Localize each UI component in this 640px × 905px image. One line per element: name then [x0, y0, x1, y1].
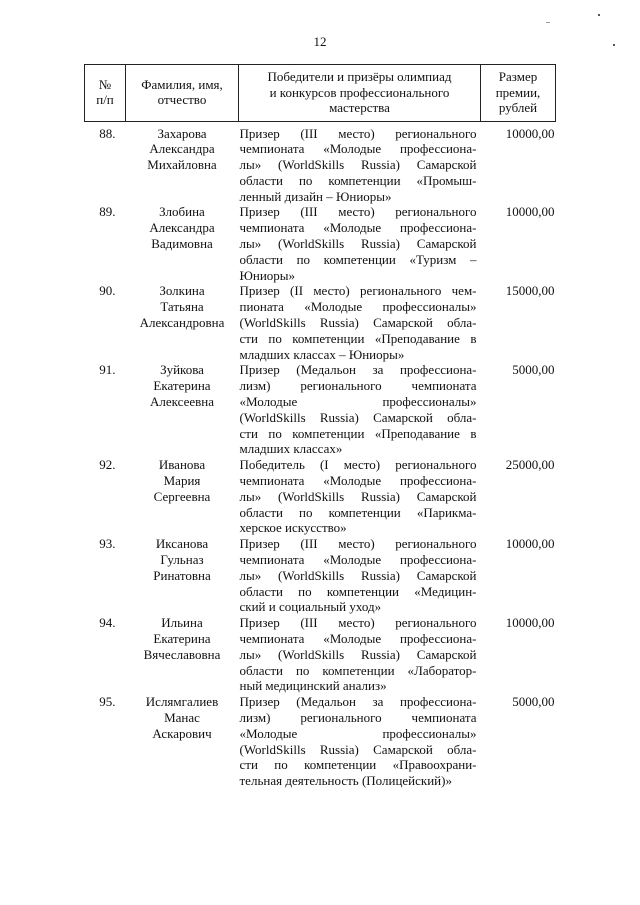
table-row — [85, 694, 556, 789]
row-number: 92. — [99, 457, 116, 473]
name-line: Алексеевна — [150, 394, 214, 410]
description-line: области по компетенции «Лаборатор- — [239, 662, 477, 678]
description-line: лы» (WorldSkills Russia) Самарской — [239, 488, 477, 504]
description-line: лы» (WorldSkills Russia) Самарской — [239, 646, 477, 662]
table-row — [85, 204, 556, 283]
description-line: лизм) регионального чемпионата — [239, 709, 477, 725]
achievement-description — [239, 457, 481, 536]
description-line: Победитель (I место) регионального — [239, 457, 477, 473]
header-achievement — [239, 65, 481, 122]
achievement-description — [239, 204, 481, 283]
page-number: 12 — [313, 34, 327, 49]
achievement-description — [239, 121, 481, 204]
name-line: Захарова — [157, 125, 207, 141]
prize-amount: 5000,00 — [512, 362, 555, 378]
description-line: области по компетенции «Парикма- — [239, 504, 477, 520]
name-line: Иксанова — [155, 536, 209, 552]
header-line: п/п — [96, 92, 114, 108]
description-line: Призер (II место) регионального чем- — [239, 283, 477, 299]
name-line: Гульназ — [160, 552, 204, 568]
name-line: Ильина — [161, 615, 203, 631]
description-line: лы» (WorldSkills Russia) Самарской — [239, 157, 477, 173]
name-line: Михайловна — [147, 157, 217, 173]
description-line: сти по компетенции «Преподавание в — [239, 330, 477, 346]
row-number: 94. — [99, 615, 116, 631]
description-line: сти по компетенции «Правоохрани- — [239, 757, 477, 773]
description-line: чемпионата «Молодые профессиона- — [239, 552, 477, 568]
description-line: Юниоры» — [239, 267, 296, 283]
name-line: Манас — [164, 709, 200, 725]
table-row — [85, 121, 556, 204]
description-line: тельная деятельность (Полицейский)» — [239, 773, 452, 789]
prize-amount: 10000,00 — [505, 536, 555, 552]
row-number: 91. — [99, 362, 116, 378]
row-number: 88. — [99, 125, 116, 141]
header-line: № — [98, 76, 112, 92]
header-line: рублей — [498, 100, 538, 115]
description-line: области по компетенции «Промыш- — [239, 172, 477, 188]
achievement-description — [239, 615, 481, 694]
description-line: области по компетенции «Медицин- — [239, 583, 477, 599]
person-name — [126, 615, 239, 694]
description-line: Призер (III место) регионального — [239, 615, 477, 631]
description-line: ский и социальный уход» — [239, 599, 382, 615]
name-line: Александровна — [139, 315, 225, 331]
name-line: Александра — [149, 141, 215, 157]
person-name — [126, 362, 239, 457]
row-number: 89. — [99, 204, 116, 220]
scan-mark — [613, 44, 615, 46]
achievement-description — [239, 362, 481, 457]
header-line: премии, — [495, 84, 541, 100]
header-line: Фамилия, имя, — [141, 76, 223, 92]
name-line: Ринатовна — [153, 567, 211, 583]
header-line: и конкурсов профессионального — [269, 84, 450, 100]
name-line: Александра — [149, 220, 215, 236]
prize-amount: 15000,00 — [505, 283, 555, 299]
row-number: 95. — [99, 694, 116, 710]
name-line: Татьяна — [160, 299, 204, 315]
scan-mark — [598, 14, 600, 16]
table-row — [85, 283, 556, 362]
header-name — [126, 65, 239, 122]
table-row — [85, 536, 556, 615]
achievement-description — [239, 694, 481, 789]
description-line: младших классах» — [239, 441, 343, 457]
description-line: лы» (WorldSkills Russia) Самарской — [239, 567, 477, 583]
prize-amount: 10000,00 — [505, 204, 555, 220]
prize-amount: 25000,00 — [505, 457, 555, 473]
awards-table — [84, 64, 556, 789]
name-line: Мария — [163, 473, 201, 489]
description-line: Призер (Медальон за профессиона- — [239, 362, 477, 378]
description-line: херское искусство» — [239, 520, 347, 536]
description-line: сти по компетенции «Преподавание в — [239, 425, 477, 441]
row-number: 90. — [99, 283, 116, 299]
description-line: чемпионата «Молодые профессиона- — [239, 473, 477, 489]
table-row — [85, 362, 556, 457]
person-name — [126, 121, 239, 204]
header-number — [85, 65, 126, 122]
name-line: Ислямгалиев — [145, 694, 219, 710]
prize-amount: 5000,00 — [512, 694, 555, 710]
name-line: Вадимовна — [151, 236, 213, 252]
name-line: Екатерина — [153, 631, 211, 646]
scan-mark — [546, 22, 550, 23]
table-row — [85, 457, 556, 536]
header-line: Победители и призёры олимпиад — [267, 69, 452, 84]
person-name — [126, 457, 239, 536]
description-line: Призер (III место) регионального — [239, 536, 477, 552]
description-line: ный медицинский анализ» — [239, 678, 387, 694]
name-line: Аскарович — [152, 725, 212, 741]
prize-amount: 10000,00 — [505, 615, 555, 631]
description-line: чемпионата «Молодые профессиона- — [239, 631, 477, 646]
description-line: Призер (Медальон за профессиона- — [239, 694, 477, 710]
achievement-description — [239, 283, 481, 362]
header-prize — [481, 65, 556, 122]
header-line: мастерства — [329, 100, 390, 115]
header-line: Размер — [498, 69, 538, 84]
person-name — [126, 694, 239, 789]
name-line: Золкина — [159, 283, 205, 299]
table-row — [85, 615, 556, 694]
person-name — [126, 283, 239, 362]
table-body — [85, 121, 556, 789]
table-header-row — [85, 65, 556, 122]
person-name — [126, 204, 239, 283]
description-line: младших классах – Юниоры» — [239, 346, 405, 362]
description-line: (WorldSkills Russia) Самарской обла- — [239, 409, 477, 425]
description-line: «Молодые профессионалы» — [239, 725, 477, 741]
description-line: пионата «Молодые профессионалы» — [239, 299, 477, 315]
name-line: Сергеевна — [153, 488, 211, 504]
description-line: области по компетенции «Туризм – — [239, 251, 477, 267]
description-line: Призер (III место) регионального — [239, 125, 477, 141]
person-name — [126, 536, 239, 615]
description-line: Призер (III место) регионального — [239, 204, 477, 220]
description-line: ленный дизайн – Юниоры» — [239, 188, 392, 204]
name-line: Иванова — [158, 457, 206, 473]
description-line: (WorldSkills Russia) Самарской обла- — [239, 315, 477, 331]
name-line: Вячеславовна — [143, 646, 221, 662]
description-line: лизм) регионального чемпионата — [239, 378, 477, 394]
header-line: отчество — [157, 92, 207, 108]
description-line: «Молодые профессионалы» — [239, 394, 477, 410]
row-number: 93. — [99, 536, 116, 552]
name-line: Злобина — [159, 204, 205, 220]
name-line: Екатерина — [153, 378, 211, 394]
name-line: Зуйкова — [160, 362, 204, 378]
description-line: чемпионата «Молодые профессиона- — [239, 141, 477, 157]
achievement-description — [239, 536, 481, 615]
prize-amount: 10000,00 — [505, 125, 555, 141]
description-line: чемпионата «Молодые профессиона- — [239, 220, 477, 236]
description-line: лы» (WorldSkills Russia) Самарской — [239, 236, 477, 252]
description-line: (WorldSkills Russia) Самарской обла- — [239, 741, 477, 757]
